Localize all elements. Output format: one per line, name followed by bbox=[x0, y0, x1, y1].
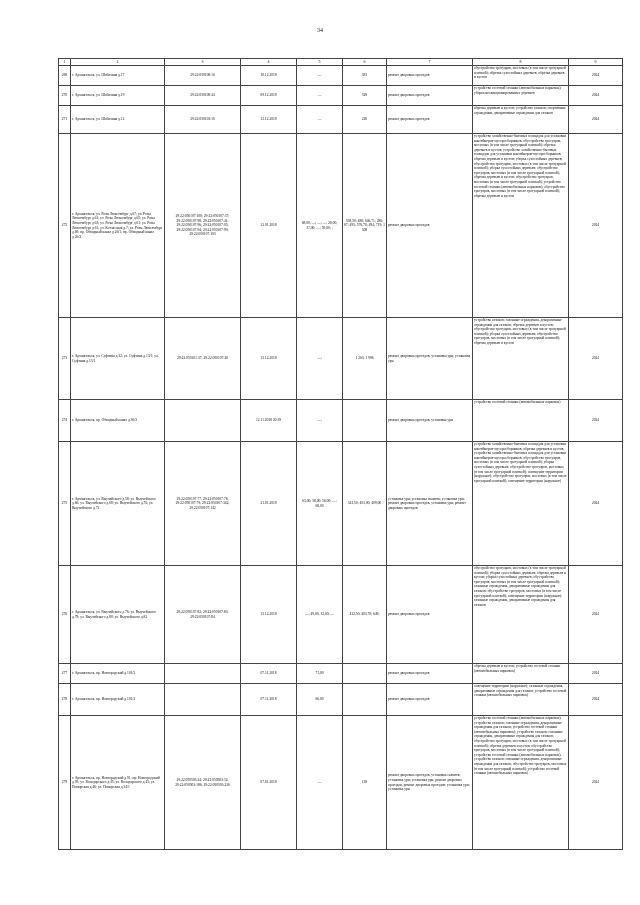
cadastral-cell: 29:22:050101:37; 29:22:050107:40 bbox=[165, 318, 241, 400]
value-cell: —; 49,00; 32,00; — bbox=[297, 566, 343, 664]
date-cell: 07.11.2018 bbox=[241, 684, 297, 716]
works-cell: ремонт дворовых проездов bbox=[387, 684, 473, 716]
address-cell: г. Архангельск, ул. Шабалина д.17 bbox=[71, 66, 165, 86]
cadastral-cell: 29:22:050107:100; 29:22:050107:37; 29:22:050107:98; 29:22:050107:41; 29:22:050107:96; 29:22:050107:95; 29:22:050107:94; 29:22:050107:99; 29:22:050107:103 bbox=[165, 134, 241, 318]
year-cell: 2024 bbox=[569, 106, 623, 134]
address-cell: г. Архангельск, ул. Выучейского д.58; ул. Выучейского д.66; ул. Выучейского д.68; ул. Выучейского д.76; ул. Выучейского д.72 bbox=[71, 442, 165, 566]
cadastral-cell: 29:22:050108:44 bbox=[165, 86, 241, 106]
year-cell: 2024 bbox=[569, 684, 623, 716]
area-cell bbox=[343, 664, 387, 684]
date-cell: 12.11.2018 20:39 bbox=[241, 400, 297, 442]
value-cell: 68,00; —; —; —; 20,00; 37,00; —; 59,00; ; bbox=[297, 134, 343, 318]
value-cell: — bbox=[297, 86, 343, 106]
table-row bbox=[59, 318, 623, 400]
row-number-cell: 278 bbox=[59, 684, 71, 716]
row-number-cell: 272 bbox=[59, 134, 71, 318]
address-cell: г. Архангельск, ул. Розы Люксембург д.67; ул. Розы Люксембург д.61; ул. Розы Люксембург д.65; ул. Розы Люксембург д.63; ул. Розы Люксембург д.61; ул. Розы Люксембург д.61; ул. Котласская д.7; ул. Розы Люксембург д.69; пр. Обводный канал д.26/1; пр. Обводный канал д.26/2 bbox=[71, 134, 165, 318]
cadastral-cell: 29:22:050107:77; 29:22:050107:78; 29:22:050107:79; 29:22:050107:342; 29:22:050107:142 bbox=[165, 442, 241, 566]
area-cell: 341,50; 403,00; 409,00 bbox=[343, 442, 387, 566]
area-cell: 1 263; 1 996 bbox=[343, 318, 387, 400]
row-number-cell: 276 bbox=[59, 566, 71, 664]
extra-works-cell: устройство газонов; газонные ограждения, декоративные ограждения для газонов; обрезка деревьев и кустов; обустройство тротуаров, мостовых (в том числе тротуарной плиткой); уборка сухостойных деревьев; обустройство тротуаров, мостовых (в том числе тротуарной плиткой); обрезка деревьев и кустов bbox=[473, 318, 569, 400]
address-cell: г. Архангельск, пр. Новгородский д.101/2 bbox=[71, 664, 165, 684]
extra-works-cell: обустройство тротуаров, мостовых (в том числе тротуарной плиткой); обрезка сухостойных деревьев; обрезка деревьев и кустов bbox=[473, 66, 569, 86]
extra-works-cell: освещение территории (наружное); газонные ограждения, декоративные ограждения для газонов; устройство гостевой стоянки (автомобильных парковок) bbox=[473, 684, 569, 716]
area-cell: 381 bbox=[343, 66, 387, 86]
address-cell: г. Архангельск, ул. Выучейского д.76; ул. Выучейского д.78; ул. Выучейского д.80; ул. Выучейского д.82 bbox=[71, 566, 165, 664]
value-cell: — bbox=[297, 716, 343, 850]
header-cell: 5 bbox=[297, 59, 343, 66]
table-row bbox=[59, 400, 623, 442]
year-cell: 2024 bbox=[569, 442, 623, 566]
year-cell: 2024 bbox=[569, 66, 623, 86]
address-cell: г. Архангельск, пр. Новгородский д.91; пр. Новгородский д.95; ул. Володарского д.45; ул. Володарского д.45; ул. Поморская д.46; ул. Поморская д.34/1 bbox=[71, 716, 165, 850]
header-cell: 9 bbox=[569, 59, 623, 66]
works-cell: ремонт дворовых проездов bbox=[387, 134, 473, 318]
cadastral-cell: 29:22:050503:24; 29:22:050503:32; 29:22:050503:186; 29:22:050503:226 bbox=[165, 716, 241, 850]
value-cell: 71,00 bbox=[297, 664, 343, 684]
year-cell: 2024 bbox=[569, 318, 623, 400]
date-cell: 13.12.2018 bbox=[241, 318, 297, 400]
date-cell: 12.01.2018 bbox=[241, 134, 297, 318]
row-number-cell: 274 bbox=[59, 400, 71, 442]
extra-works-cell: устройство хозяйственно-бытовых площадок для установки контейнеров-мусоросборников; обустройство тротуаров, мостовых (в том числе тротуарной плиткой); обрезка деревьев и кустов; устройство хозяйственно-бытовых площадок для установки контейнеров-мусоросборников; обрезка деревьев и кустов; уборка сухостойных деревьев; обустройство тротуаров, мостовых (в том числе тротуарной плиткой); уборка сухостойных деревьев; обустройство тротуаров, мостовых (в том числе тротуарной плиткой); обрезка деревьев и кустов; обустройство тротуаров, мостовых (в том числе тротуарной плиткой); устройство гостевой стоянки (автомобильных парковок); обустройство тротуаров, мостовых (в том числе тротуарной плиткой); обрезка деревьев и кустов bbox=[473, 134, 569, 318]
header-cell: 7 bbox=[387, 59, 473, 66]
area-cell bbox=[343, 400, 387, 442]
row-number-cell: 275 bbox=[59, 442, 71, 566]
table-row bbox=[59, 86, 623, 106]
cadastral-cell bbox=[165, 684, 241, 716]
value-cell: — bbox=[297, 66, 343, 86]
header-cell: 2 bbox=[71, 59, 165, 66]
header-row bbox=[59, 59, 623, 66]
works-cell: ремонт дворовых проездов bbox=[387, 86, 473, 106]
cadastral-cell bbox=[165, 400, 241, 442]
header-cell: 1 bbox=[59, 59, 71, 66]
date-cell: 13.12.2018 bbox=[241, 566, 297, 664]
value-cell: — bbox=[297, 106, 343, 134]
year-cell: 2024 bbox=[569, 134, 623, 318]
works-cell: установка урн; установка скамеек; установка урн; ремонт дворовых проездов, установка урн; ремонт дворовых проездов bbox=[387, 442, 473, 566]
table-row bbox=[59, 566, 623, 664]
works-cell: ремонт дворовых проездов bbox=[387, 566, 473, 664]
extra-works-cell: устройство гостевой стоянки (автомобильных парковок); уборка несанкционированных деревьев bbox=[473, 86, 569, 106]
header-cell: 6 bbox=[343, 59, 387, 66]
extra-works-cell: устройство гостевой стоянки (автомобильных парковок); устройство газонов; газонные ограждения, декоративные ограждения для газонов; устройство гостевой стоянки (автомобильных парковок); устройство газонов; газонные ограждения, декоративные ограждения для газонов; обустройство тротуаров, мостовых (в том числе тротуарной плиткой); обрезка деревьев и кустов; обустройство тротуаров, мостовых (в том числе тротуарной плиткой); устройство гостевой стоянки (автомобильных парковок); устройство газонов; газонные ограждения, декоративные ограждения для газонов; обустройство тротуаров, мостовых (в том числе тротуарной плиткой); устройство гостевой стоянки (автомобильных парковок) bbox=[473, 716, 569, 850]
table-row bbox=[59, 684, 623, 716]
year-cell: 2024 bbox=[569, 86, 623, 106]
area-cell: 412,50; 403,70; 649; bbox=[343, 566, 387, 664]
date-cell: 12.12.2018 bbox=[241, 106, 297, 134]
works-cell: ремонт дворовых проездов bbox=[387, 106, 473, 134]
address-cell: г. Архангельск, пр. Новгородский д.101/2 bbox=[71, 684, 165, 716]
cadastral-cell: 29:22:050107:82; 29:22:050107:83; 29:22:050107:84 bbox=[165, 566, 241, 664]
extra-works-cell: устройство гостевой стоянки (автомобильных парковок) bbox=[473, 400, 569, 442]
table-row bbox=[59, 716, 623, 850]
row-number-cell: 273 bbox=[59, 318, 71, 400]
row-number-cell: 270 bbox=[59, 86, 71, 106]
year-cell: 2024 bbox=[569, 566, 623, 664]
address-cell: г. Архангельск, пр. Обводный канал д.36/3 bbox=[71, 400, 165, 442]
extra-works-cell: обустройство тротуаров, мостовых (в том числе тротуарной плиткой); уборка сухостойных деревьев; обрезка деревьев и кустов; уборка сухостойных деревьев; обустройство тротуаров, мостовых (в том числе тротуарной плиткой); газонные ограждения, декоративные ограждения для газонов; обустройство тротуаров, мостовых (в том числе тротуарной плиткой); освещение территории (наружное); газонные ограждения, декоративные ограждения для газонов bbox=[473, 566, 569, 664]
cadastral-cell: 29:22:050103:16 bbox=[165, 106, 241, 134]
table-row bbox=[59, 134, 623, 318]
year-cell: 2024 bbox=[569, 716, 623, 850]
address-cell: г. Архангельск, ул. Суфтина д.32; ул. Суфтина д.13/1; ул. Суфтина д.13/1 bbox=[71, 318, 165, 400]
works-cell: ремонт дворовых проездов, установка урн bbox=[387, 400, 473, 442]
year-cell: 2024 bbox=[569, 664, 623, 684]
works-cell: ремонт дворовых проездов; установка урн; установка урн bbox=[387, 318, 473, 400]
table-row bbox=[59, 106, 623, 134]
area-cell: 220 bbox=[343, 106, 387, 134]
address-cell: г. Архангельск, ул. Шабалина д.19 bbox=[71, 86, 165, 106]
header-cell: 8 bbox=[473, 59, 569, 66]
header-cell: 4 bbox=[241, 59, 297, 66]
row-number-cell: 271 bbox=[59, 106, 71, 134]
header-cell: 3 bbox=[165, 59, 241, 66]
value-cell: —; bbox=[297, 400, 343, 442]
value-cell: 63,00; 58,00; 56,00; —; 68,00 bbox=[297, 442, 343, 566]
date-cell: 07.01.2018 bbox=[241, 716, 297, 850]
value-cell: 66,00 bbox=[297, 684, 343, 716]
cadastral-cell bbox=[165, 664, 241, 684]
area-cell bbox=[343, 684, 387, 716]
value-cell: —; bbox=[297, 318, 343, 400]
year-cell: 2024 bbox=[569, 400, 623, 442]
data-table bbox=[58, 58, 623, 850]
table-row bbox=[59, 66, 623, 86]
date-cell: 21.01.2018 bbox=[241, 442, 297, 566]
address-cell: г. Архангельск, ул. Шабалина д.12 bbox=[71, 106, 165, 134]
table-row bbox=[59, 442, 623, 566]
area-cell: 329 bbox=[343, 86, 387, 106]
row-number-cell: 269 bbox=[59, 66, 71, 86]
works-cell: ремонт дворовых проездов bbox=[387, 664, 473, 684]
page-number: 34 bbox=[317, 28, 323, 34]
table-row bbox=[59, 664, 623, 684]
area-cell: 538,50; 480; 646,71; 280; 87; 495; 576,70; 494; 719; 1 308 bbox=[343, 134, 387, 318]
extra-works-cell: обрезка деревьев и кустов; устройство гостевой стоянки (автомобильных парковок) bbox=[473, 664, 569, 684]
row-number-cell: 279 bbox=[59, 716, 71, 850]
works-cell: ремонт дворовых проездов, установка скамеек; установка урн; установка урн; ремонт дворовых проездов, ремонт дворовых проездов, установка урн; установка урн bbox=[387, 716, 473, 850]
date-cell: 07.11.2018 bbox=[241, 664, 297, 684]
extra-works-cell: обрезка деревьев и кустов; устройство газонов; cпортивные ограждения, декоративные ограждения для газонов bbox=[473, 106, 569, 134]
date-cell: 09.12.2018 bbox=[241, 86, 297, 106]
date-cell: 10.12.2018 bbox=[241, 66, 297, 86]
area-cell: 139 bbox=[343, 716, 387, 850]
row-number-cell: 277 bbox=[59, 664, 71, 684]
extra-works-cell: устройство хозяйственно-бытовых площадок для установки контейнеров-мусоросборников; обрезка деревьев и кустов; устройство хозяйственно-бытовых площадок для установки контейнеров-мусоросборников; обустройство тротуаров, мостовых (в том числе тротуарной плиткой); уборка сухостойных деревьев; обустройство тротуаров, мостовых (в том числе тротуарной плиткой); освещение территории (наружное); обустройство тротуаров, мостовых (в том числе тротуарной плиткой); освещение территории (наружное) bbox=[473, 442, 569, 566]
works-cell: ремонт дворовых проездов bbox=[387, 66, 473, 86]
cadastral-cell: 29:22:050108:16 bbox=[165, 66, 241, 86]
